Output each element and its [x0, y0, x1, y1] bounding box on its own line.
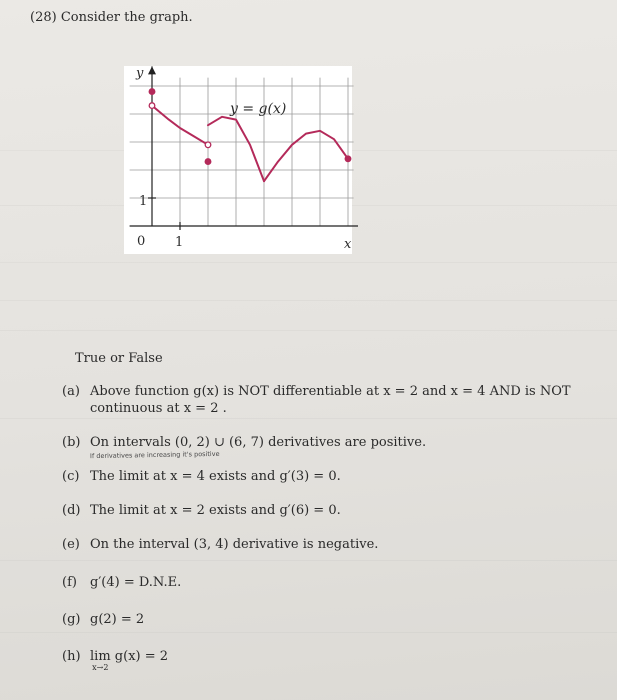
x-tick-label: 1 [175, 235, 184, 250]
question-h-text: g(x) = 2 [114, 649, 169, 664]
question-d-text: The limit at x = 2 exists and g′(6) = 0. [90, 503, 341, 518]
question-a-label: (a) [62, 384, 80, 399]
question-f [62, 574, 181, 591]
question-c-text: The limit at x = 4 exists and g′(3) = 0. [90, 469, 341, 484]
problem-header: (28) Consider the graph. [30, 10, 193, 25]
open-point [149, 103, 155, 109]
true-false-heading: True or False [75, 351, 163, 366]
graph-figure [118, 60, 358, 260]
open-point [205, 142, 211, 148]
question-d-label: (d) [62, 503, 81, 518]
filled-point [205, 159, 211, 165]
filled-point [149, 89, 155, 95]
question-h [62, 648, 168, 672]
origin-label: 0 [137, 234, 146, 249]
question-c [62, 468, 341, 485]
x-axis-label: x [344, 237, 352, 252]
question-b-text: On intervals (0, 2) ∪ (6, 7) derivatives are positive. [90, 435, 427, 450]
limit-notation [90, 648, 111, 672]
question-h-label: (h) [62, 649, 81, 664]
question-b [62, 434, 426, 451]
question-a [62, 383, 582, 417]
limit-subscript: x→2 [92, 663, 109, 672]
question-a-line1: Above function g(x) is NOT differentiable at x = 2 and x = 4 AND is NOT [90, 384, 571, 399]
question-c-label: (c) [62, 469, 80, 484]
question-f-text: g′(4) = D.N.E. [90, 575, 182, 590]
function-label: y = g(x) [230, 101, 287, 117]
question-b-label: (b) [62, 435, 81, 450]
question-d [62, 502, 341, 519]
handwritten-note: If derivatives are increasing it's positive [89, 449, 220, 461]
filled-point [345, 156, 351, 162]
question-g [62, 611, 144, 628]
graph-svg [118, 60, 358, 260]
question-e-text: On the interval (3, 4) derivative is negative. [90, 537, 379, 552]
question-e [62, 536, 378, 553]
question-g-text: g(2) = 2 [90, 612, 145, 627]
y-tick-label: 1 [139, 194, 148, 209]
question-a-line2: continuous at x = 2 . [90, 401, 227, 416]
question-f-label: (f) [62, 575, 77, 590]
question-e-label: (e) [62, 537, 80, 552]
question-g-label: (g) [62, 612, 81, 627]
y-axis-label: y [136, 66, 144, 81]
limit-word: lim [90, 649, 111, 664]
